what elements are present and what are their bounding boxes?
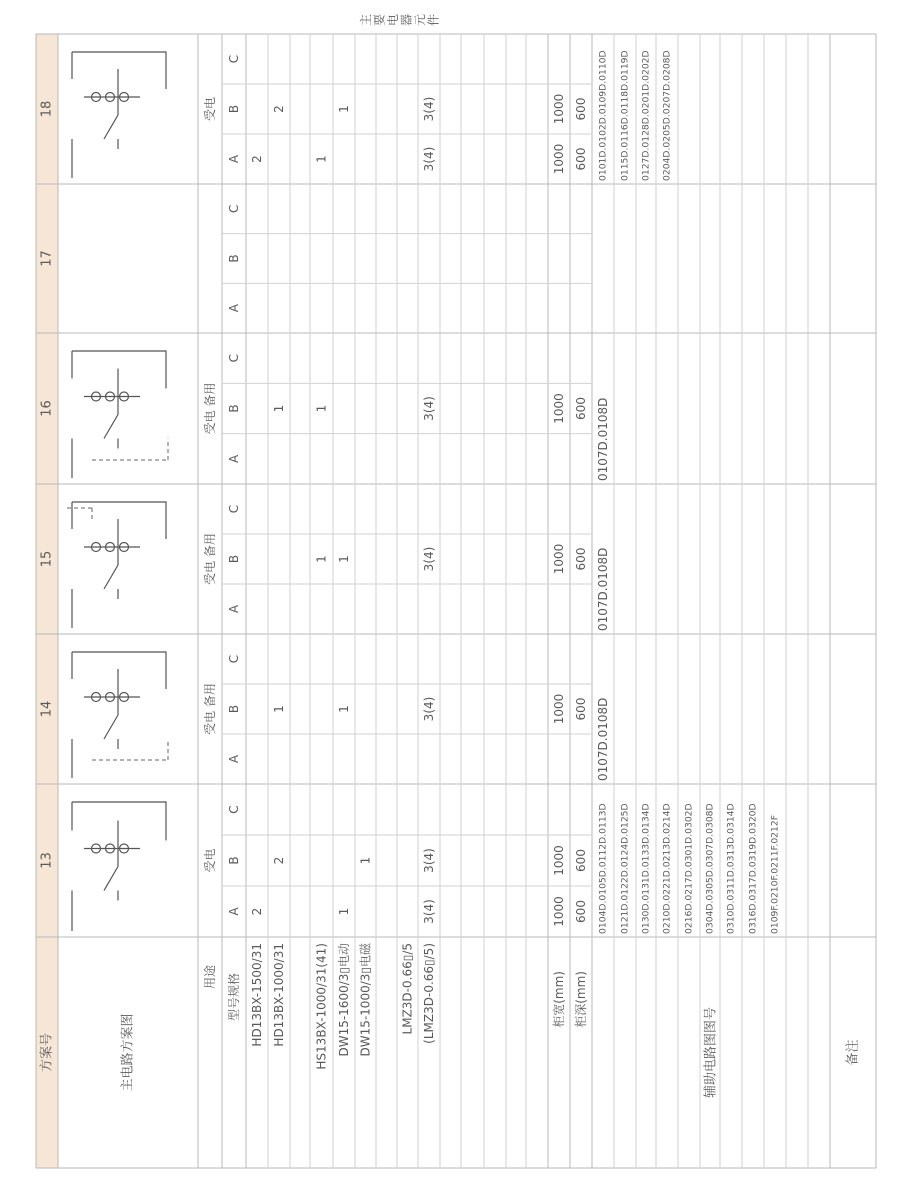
scheme-number-14: 14	[39, 700, 55, 718]
scheme-number-13: 13	[39, 852, 55, 869]
scheme-number-17: 17	[39, 250, 55, 267]
main-components-char: 元	[413, 13, 427, 27]
scheme-number-label: 方案号	[39, 1032, 55, 1073]
circuit-diagram-16	[72, 351, 168, 478]
aux-circuit-number: 0204D.0205D.0207D.0208D	[661, 50, 673, 181]
purpose-value: 受电	[203, 848, 217, 873]
component-quantity: 3(4)	[422, 396, 436, 421]
aux-circuit-number: 0104D.0105D.0112D.0113D	[597, 803, 609, 934]
component-quantity: 3(4)	[422, 146, 436, 172]
aux-circuit-number: 0316D.0317D.0319D.0320D	[747, 803, 759, 934]
aux-circuit-number: 0127D.0128D.0201D.0202D	[640, 50, 652, 181]
component-quantity: 1	[272, 705, 286, 713]
component-quantity: 2	[250, 907, 264, 916]
component-quantity: 3(4)	[422, 899, 436, 924]
component-model: HD13BX-1500/31	[250, 943, 264, 1047]
component-quantity: 2	[250, 155, 264, 163]
aux-circuit-number: 0107D.0108D	[596, 547, 610, 631]
component-model: (LMZ3D-0.66▯/5)	[422, 943, 436, 1044]
component-model: LMZ3D-0.66▯/5	[400, 943, 415, 1035]
circuit-diagram-15	[66, 502, 166, 628]
cabinet-width-value: 1000	[552, 896, 566, 927]
cabinet-width-value: 1000	[552, 393, 566, 424]
component-quantity: 3(4)	[422, 96, 436, 122]
model-spec-label: 型号规格	[227, 972, 241, 1022]
aux-circuit-number: 0210D.0221D.0213D.0214D	[661, 803, 673, 934]
abc-header-A: A	[227, 154, 241, 164]
scheme-number-15: 15	[39, 550, 55, 568]
circuit-diagram-14	[72, 652, 168, 778]
component-quantity: 1	[337, 105, 351, 113]
cabinet-width-label: 柜宽(mm)	[552, 971, 566, 1028]
circuit-diagram-13	[72, 802, 166, 931]
purpose-value: 受电 备用	[203, 382, 217, 435]
aux-circuit-number: 0101D.0102D.0109D.0110D	[597, 50, 609, 181]
component-quantity: 1	[272, 404, 286, 413]
aux-circuit-label: 辅助电路图图号	[703, 1006, 719, 1099]
aux-circuit-number: 0109F.0210F.0211F.0212F	[769, 815, 781, 934]
main-circuit-diagram-label: 主电路方案图	[120, 1013, 136, 1092]
table-frame	[36, 34, 876, 1168]
cabinet-depth-value: 600	[574, 849, 588, 872]
abc-header-C: C	[227, 204, 241, 214]
abc-header-B: B	[227, 254, 241, 263]
cabinet-depth-value: 600	[574, 697, 588, 721]
abc-header-B: B	[227, 104, 241, 114]
aux-circuit-number: 0216D.0217D.0301D.0302D	[683, 803, 695, 934]
purpose-value: 受电	[203, 96, 217, 122]
cabinet-depth-label: 柜深(mm)	[574, 971, 588, 1028]
aux-circuit-number: 0310D.0311D.0313D.0314D	[725, 803, 737, 934]
cabinet-depth-value: 600	[574, 547, 588, 571]
component-quantity: 2	[272, 105, 286, 113]
component-quantity: 3(4)	[422, 696, 436, 722]
abc-header-A: A	[227, 754, 241, 764]
remarks-label: 备注	[845, 1039, 861, 1066]
component-quantity: 1	[314, 155, 329, 163]
aux-circuit-number: 0304D.0305D.0307D.0308D	[704, 803, 716, 934]
abc-header-B: B	[227, 404, 241, 413]
abc-header-B: B	[227, 704, 241, 714]
component-model: HS13BX-1000/31(41)	[314, 943, 329, 1070]
abc-header-C: C	[227, 54, 241, 64]
aux-circuit-number: 0121D.0122D.0124D.0125D	[619, 803, 631, 934]
main-components-char: 器	[399, 13, 414, 27]
component-quantity: 3(4)	[422, 546, 436, 572]
main-components-char: 主	[359, 13, 373, 27]
component-model: HD13BX-1000/31	[272, 943, 286, 1047]
purpose-value: 受电 备用	[203, 533, 217, 585]
main-components-char: 要	[372, 13, 387, 27]
abc-header-B: B	[227, 554, 241, 564]
abc-header-A: A	[227, 304, 241, 313]
scheme-number-18: 18	[39, 100, 55, 118]
abc-header-C: C	[227, 504, 241, 514]
abc-header-B: B	[227, 856, 241, 865]
component-quantity: 1	[314, 404, 329, 413]
component-quantity: 2	[272, 856, 286, 865]
cabinet-width-value: 1000	[552, 93, 566, 125]
component-quantity: 1	[337, 907, 351, 916]
component-quantity: 1	[337, 555, 351, 563]
abc-header-C: C	[227, 353, 241, 363]
purpose-label: 用途	[203, 964, 217, 990]
abc-header-A: A	[227, 604, 241, 614]
component-model: DW15-1000/3▯电磁	[358, 943, 373, 1057]
cabinet-depth-value: 600	[574, 97, 588, 121]
scheme-number-16: 16	[39, 400, 55, 417]
cabinet-depth-value: 600	[574, 900, 588, 923]
component-quantity: 1	[337, 705, 351, 713]
cabinet-width-value: 1000	[552, 143, 566, 175]
header-band	[36, 34, 58, 1168]
component-quantity: 1	[358, 856, 373, 865]
component-quantity: 3(4)	[422, 848, 436, 873]
cabinet-depth-value: 600	[574, 147, 588, 171]
abc-header-A: A	[227, 454, 241, 463]
aux-circuit-number: 0107D.0108D	[596, 397, 610, 481]
aux-circuit-number: 0107D.0108D	[596, 697, 610, 781]
cabinet-width-value: 1000	[552, 693, 566, 725]
cabinet-width-value: 1000	[552, 845, 566, 876]
purpose-value: 受电 备用	[203, 683, 217, 735]
component-model: DW15-1600/3▯电动	[337, 943, 351, 1057]
main-components-char: 电	[386, 13, 400, 27]
aux-circuit-number: 0130D.0131D.0133D.0134D	[640, 803, 652, 934]
cabinet-depth-value: 600	[574, 397, 588, 420]
abc-header-C: C	[227, 805, 241, 814]
abc-header-C: C	[227, 654, 241, 664]
circuit-diagram-18	[72, 52, 166, 178]
abc-header-A: A	[227, 907, 241, 916]
aux-circuit-number: 0115D.0116D.0118D.0119D	[619, 50, 631, 181]
cabinet-width-value: 1000	[552, 543, 566, 575]
component-quantity: 1	[314, 555, 329, 563]
main-components-char: 件	[426, 13, 441, 27]
